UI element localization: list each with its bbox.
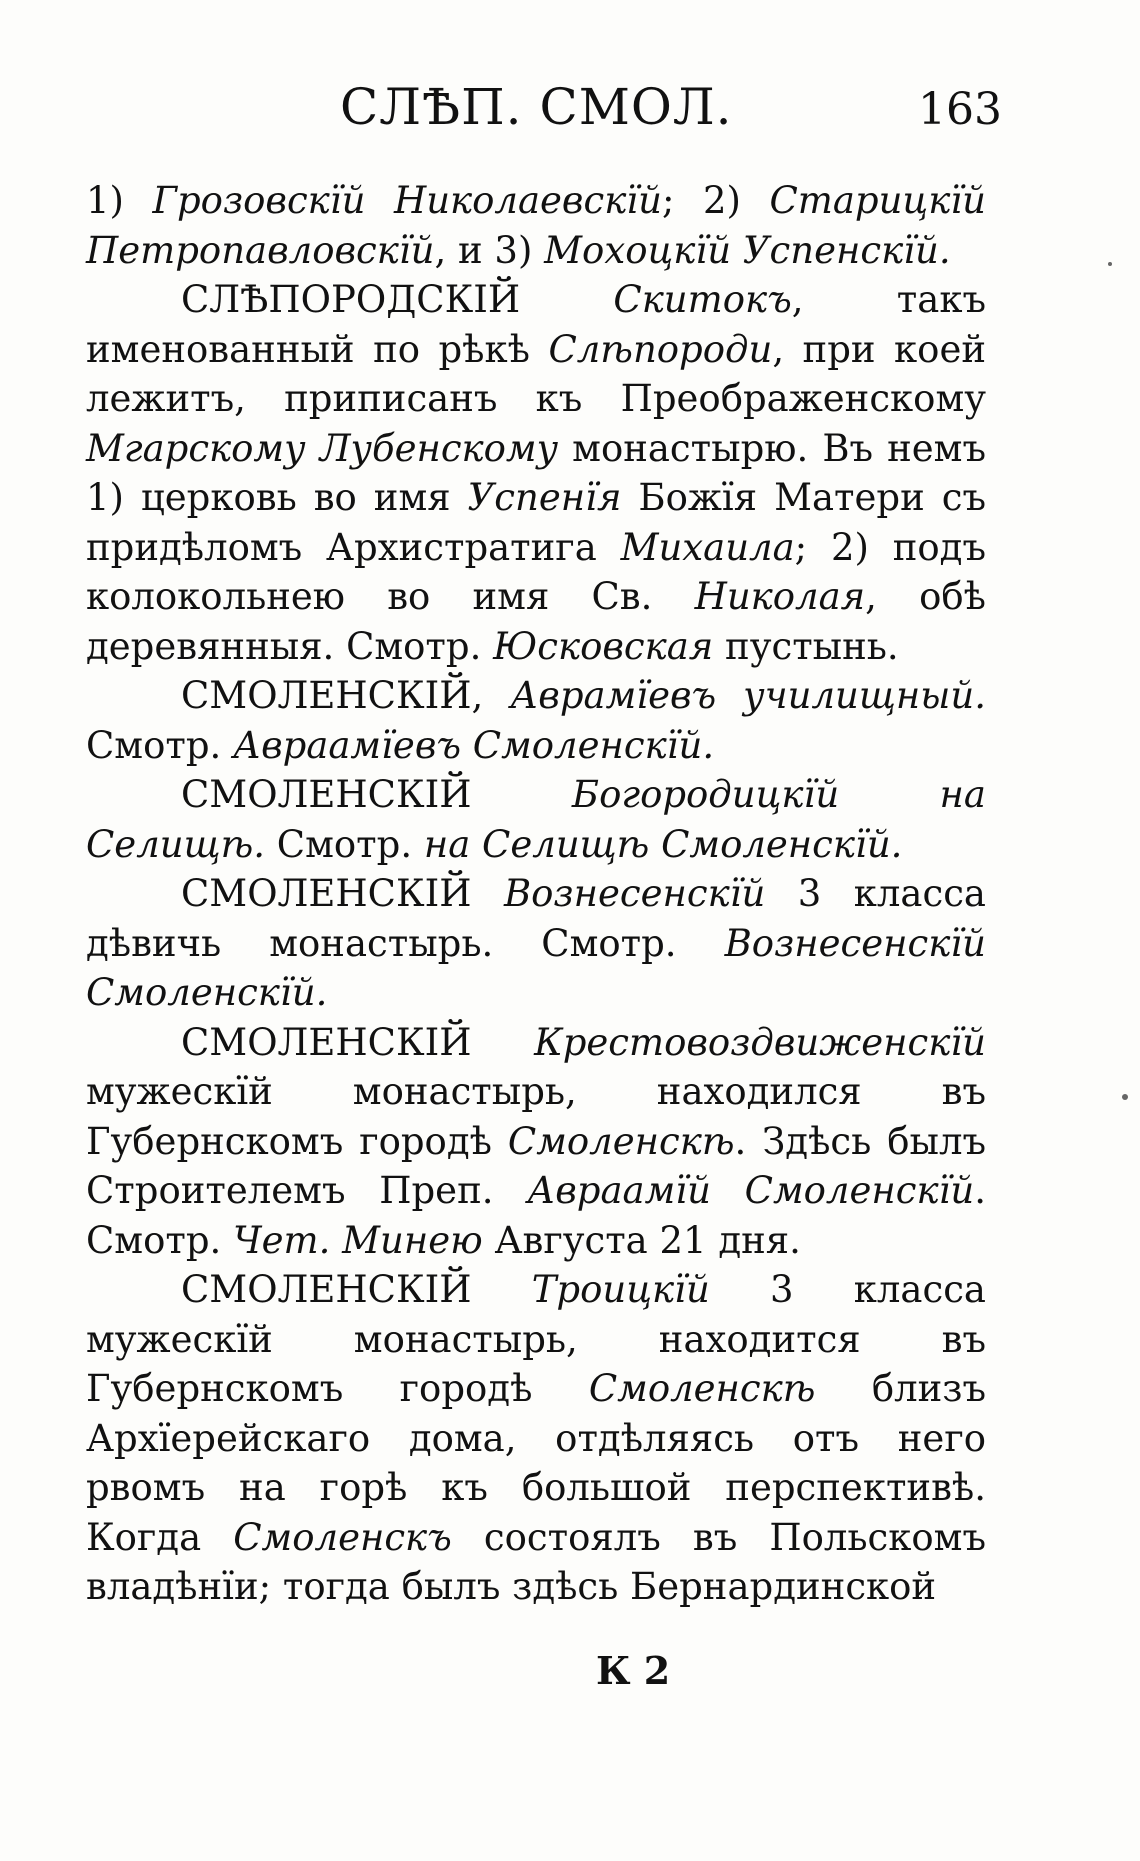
italic-text: Юсковская [493, 624, 714, 668]
roman-text: , такъ именованный по рѣкѣ [86, 278, 987, 371]
italic-text: Вознесенскїй Смоленскїй. [86, 921, 986, 1014]
body-text [86, 176, 986, 1612]
italic-text: Троицкїй [531, 1268, 710, 1311]
italic-text: Михаила [620, 525, 795, 569]
italic-text: Смоленскѣ [588, 1367, 816, 1410]
roman-text: Августа 21 дня. [482, 1218, 801, 1262]
roman-text: СМОЛЕНСКІЙ [181, 872, 504, 915]
italic-text: Смоленскъ [233, 1515, 452, 1559]
paragraph [86, 275, 986, 671]
roman-text: , обѣ деревянныя. Смотр. [86, 575, 986, 668]
roman-text: ; 2) [661, 179, 770, 222]
italic-text: Авраамїевъ Смоленскїй. [233, 723, 715, 767]
roman-text: Божїя Матери съ придѣломъ Архистратига [86, 476, 986, 569]
roman-text: 1) [86, 179, 153, 222]
italic-text: Крестовоздвиженскїй [534, 1020, 986, 1064]
print-speck [1122, 1094, 1128, 1100]
roman-text: мужескїй монастырь, находился въ Губернскомъ городѣ [86, 1070, 986, 1163]
roman-text: Смотр. [265, 822, 424, 866]
signature-mark: К 2 [596, 1648, 671, 1693]
print-speck [1108, 262, 1112, 266]
roman-text: СЛѢПОРОДСКІЙ [181, 278, 614, 321]
paragraph [86, 770, 986, 869]
paragraph [86, 1018, 986, 1266]
italic-text: Смоленскѣ [507, 1119, 735, 1163]
roman-text: СМОЛЕНСКІЙ [181, 773, 572, 816]
italic-text: на Селищѣ Смоленскїй. [423, 822, 903, 866]
roman-text: монастырю. Въ немъ 1) церковь во имя [86, 426, 987, 519]
italic-text: Успенїя [467, 476, 622, 519]
italic-text: Авраамїй Смоленскїй [527, 1169, 975, 1212]
roman-text: 3 класса мужескїй монастырь, находится въ Губернскомъ городѣ [86, 1268, 986, 1410]
roman-text: СМОЛЕНСКІЙ, [181, 674, 511, 717]
roman-text: , при коей лежитъ, приписанъ къ Преображенскому [86, 327, 987, 420]
italic-text: Николая [694, 575, 866, 618]
roman-text: 3 класса дѣвичь монастырь. Смотр. [86, 872, 986, 965]
italic-text: Слѣпороди [548, 327, 773, 371]
roman-text: состоялъ въ Польскомъ владѣнїи; тогда былъ здѣсь Бернардинской [86, 1515, 986, 1608]
page-header [0, 78, 1140, 138]
roman-text: пустынь. [713, 624, 899, 668]
paragraph [86, 1265, 986, 1612]
italic-text: Старицкїй Петропавловскїй [86, 179, 986, 272]
running-head: СЛѢП. СМОЛ. [340, 78, 733, 136]
roman-text: ; 2) подъ колокольнею во имя Св. [86, 525, 986, 618]
roman-text: , и 3) [434, 228, 545, 272]
italic-text: Вознесенскїй [503, 872, 766, 915]
roman-text: . Здѣсь былъ Строителемъ Преп. [86, 1119, 986, 1212]
page-number: 163 [918, 84, 1002, 135]
italic-text: Грозовскїй Николаевскїй [152, 179, 662, 222]
roman-text: СМОЛЕНСКІЙ [181, 1020, 535, 1064]
roman-text: близъ Архїерейскаго дома, отдѣляясь отъ него рвомъ на горѣ къ большой перспективѣ. Когда [86, 1367, 986, 1559]
italic-text: Мгарскому Лубенскому [86, 426, 559, 470]
roman-text: СМОЛЕНСКІЙ [181, 1268, 532, 1311]
paragraph [86, 869, 986, 1018]
italic-text: Чет. Минею [233, 1218, 483, 1262]
paragraph [86, 176, 986, 275]
italic-text: Мохоцкїй Успенскїй. [544, 228, 951, 272]
roman-text: Смотр. [86, 723, 234, 767]
paragraph [86, 671, 986, 770]
italic-text: Аврамїевъ училищный. [510, 674, 986, 717]
italic-text: Богородицкїй на Селищѣ. [86, 773, 986, 866]
italic-text: Скитокъ [613, 278, 792, 321]
roman-text: . Смотр. [86, 1169, 987, 1262]
